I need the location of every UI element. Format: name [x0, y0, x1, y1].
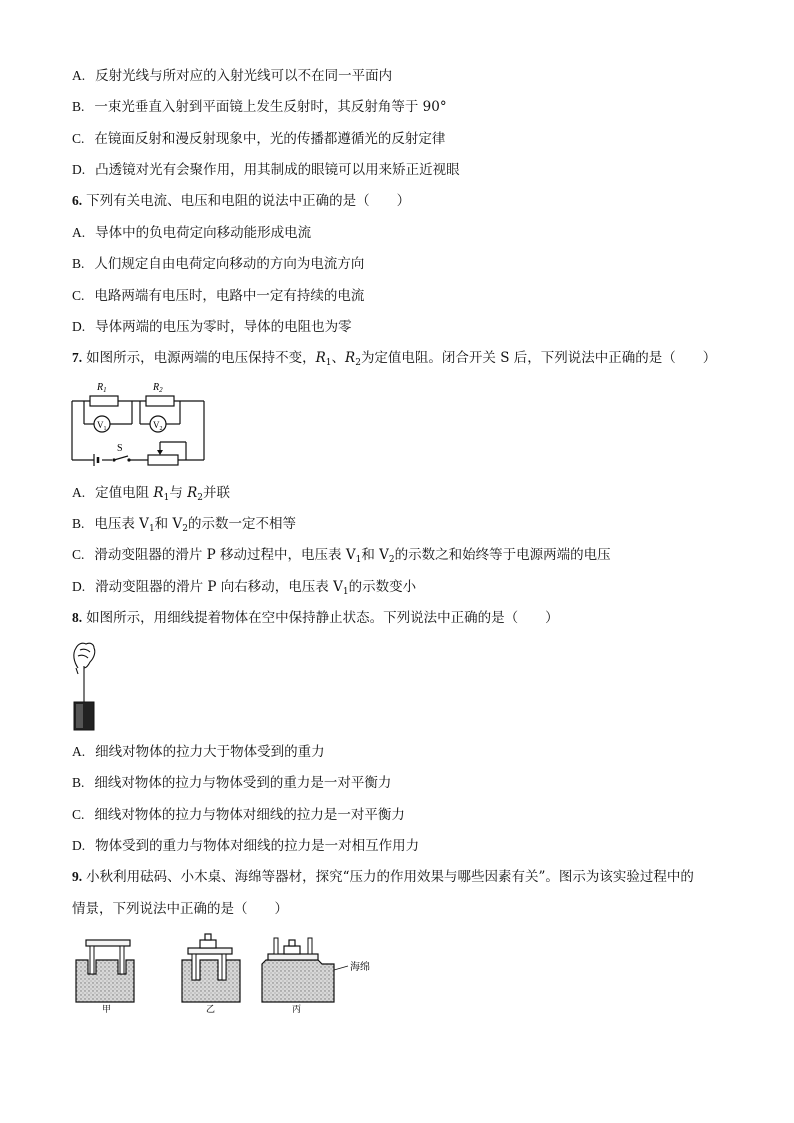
- question-number: 6.: [72, 193, 83, 208]
- r1-label: R: [97, 382, 104, 393]
- q7-option-c: [72, 546, 611, 564]
- q6-stem: [72, 192, 410, 210]
- r1-symbol: R: [315, 350, 326, 366]
- option-letter: C.: [72, 547, 85, 562]
- option-text: 并联: [203, 485, 231, 501]
- option-letter: D.: [72, 162, 86, 177]
- q7-option-a: [72, 484, 230, 502]
- option-letter: A.: [72, 225, 86, 240]
- option-letter: B.: [72, 99, 85, 114]
- option-letter: B.: [72, 256, 85, 271]
- option-letter: D.: [72, 319, 86, 334]
- question-stem: 小秋利用砝码、小木桌、海绵等器材，探究“压力的作用效果与哪些因素有关”。图示为该实验过程中的: [86, 869, 694, 885]
- question-stem: 下列有关电流、电压和电阻的说法中正确的是（ ）: [86, 193, 411, 209]
- label-yi: 乙: [206, 1004, 216, 1014]
- option-text: 电压表 V: [94, 516, 149, 532]
- q6-option-c: [72, 287, 364, 305]
- r2-symbol: R: [345, 350, 356, 366]
- question-stem: 情景，下列说法中正确的是（ ）: [72, 901, 288, 917]
- v2-label-sub: 2: [159, 426, 163, 432]
- option-text: 导体两端的电压为零时，导体的电阻也为零: [95, 319, 352, 335]
- q7-option-d: [72, 578, 416, 596]
- option-text: 反射光线与所对应的入射光线可以不在同一平面内: [95, 68, 393, 84]
- r2-subscript: 2: [355, 358, 361, 368]
- svg-text:R1: [96, 382, 107, 394]
- r2-subscript: 2: [197, 493, 204, 503]
- option-letter: C.: [72, 288, 85, 303]
- option-text: 和 V: [361, 547, 389, 563]
- q9-stem-line1: [72, 868, 694, 886]
- option-text: 细线对物体的拉力与物体受到的重力是一对平衡力: [94, 775, 392, 791]
- v1-label: V: [97, 420, 104, 430]
- svg-text:V2: [153, 420, 163, 432]
- r2-label: R: [153, 382, 160, 393]
- option-letter: A.: [72, 68, 86, 83]
- pressure-experiment-figure: [72, 930, 392, 1014]
- option-text: 电路两端有电压时，电路中一定有持续的电流: [94, 288, 365, 304]
- switch-label: S: [117, 443, 123, 454]
- r1-subscript: 1: [325, 358, 332, 368]
- r2-label-sub: 2: [159, 386, 163, 394]
- q8-option-a: [72, 743, 325, 761]
- option-text: 和 V: [154, 516, 183, 532]
- q9-stem-line2: [72, 900, 288, 918]
- q7-stem: [72, 349, 716, 367]
- option-text: 滑动变阻器的滑片 P 向右移动，电压表 V: [95, 579, 343, 595]
- option-text: 凸透镜对光有会聚作用，用其制成的眼镜可以用来矫正近视眼: [95, 162, 460, 178]
- label-bing: 丙: [292, 1004, 302, 1014]
- option-letter: D.: [72, 579, 86, 594]
- option-letter: B.: [72, 516, 85, 531]
- separator: 、: [331, 350, 346, 366]
- option-text: 滑动变阻器的滑片 P 移动过程中，电压表 V: [94, 547, 356, 563]
- q6-option-d: [72, 318, 352, 336]
- option-text: 一束光垂直入射到平面镜上发生反射时，其反射角等于 90°: [94, 99, 447, 115]
- v1-subscript: 1: [342, 587, 349, 597]
- label-sponge: 海绵: [350, 962, 370, 973]
- q8-option-b: [72, 774, 391, 792]
- stem-part: 如图所示，电源两端的电压保持不变，: [86, 350, 316, 366]
- q7-option-b: [72, 515, 296, 533]
- q6-option-a: [72, 224, 311, 242]
- q5-option-c: [72, 130, 445, 148]
- option-text: 细线对物体的拉力大于物体受到的重力: [95, 744, 325, 760]
- option-text: 细线对物体的拉力与物体对细线的拉力是一对平衡力: [94, 807, 405, 823]
- q8-stem: [72, 609, 559, 627]
- q8-option-c: [72, 806, 405, 824]
- q5-option-a: [72, 67, 392, 85]
- q5-option-d: [72, 161, 460, 179]
- r2-symbol: R: [187, 485, 198, 501]
- question-stem: 如图所示，用细线提着物体在空中保持静止状态。下列说法中正确的是（ ）: [86, 610, 559, 626]
- svg-text:V1: [97, 420, 107, 432]
- option-letter: D.: [72, 838, 86, 853]
- option-text: 定值电阻: [95, 485, 154, 501]
- option-text: 物体受到的重力与物体对细线的拉力是一对相互作用力: [95, 838, 420, 854]
- option-text: 的示数一定不相等: [187, 516, 296, 532]
- question-number: 8.: [72, 610, 83, 625]
- option-text: 人们规定自由电荷定向移动的方向为电流方向: [94, 256, 365, 272]
- option-text: 与: [169, 485, 188, 501]
- r1-subscript: 1: [163, 493, 170, 503]
- option-letter: C.: [72, 807, 85, 822]
- v1-subscript: 1: [355, 555, 362, 565]
- q8-option-d: [72, 837, 419, 855]
- v1-label-sub: 1: [103, 426, 107, 432]
- v1-subscript: 1: [148, 524, 155, 534]
- option-letter: A.: [72, 485, 86, 500]
- circuit-diagram: [68, 376, 208, 468]
- question-number: 9.: [72, 869, 83, 884]
- v2-subscript: 2: [182, 524, 188, 534]
- r1-symbol: R: [153, 485, 164, 501]
- q5-option-b: [72, 98, 447, 116]
- option-text: 的示数之和始终等于电源两端的电压: [394, 547, 611, 563]
- label-jia: 甲: [102, 1004, 112, 1014]
- option-letter: A.: [72, 744, 86, 759]
- option-text: 导体中的负电荷定向移动能形成电流: [95, 225, 312, 241]
- svg-text:R2: [152, 382, 163, 394]
- v2-label: V: [153, 420, 160, 430]
- v2-subscript: 2: [388, 555, 395, 565]
- option-text: 的示数变小: [348, 579, 417, 595]
- r1-label-sub: 1: [103, 386, 107, 394]
- option-text: 在镜面反射和漫反射现象中，光的传播都遵循光的反射定律: [94, 131, 446, 147]
- option-letter: C.: [72, 131, 85, 146]
- hanging-block-figure: [68, 638, 104, 734]
- option-letter: B.: [72, 775, 85, 790]
- q6-option-b: [72, 255, 364, 273]
- question-number: 7.: [72, 350, 83, 365]
- stem-part: 为定值电阻。闭合开关 S 后，下列说法中正确的是（ ）: [360, 350, 717, 366]
